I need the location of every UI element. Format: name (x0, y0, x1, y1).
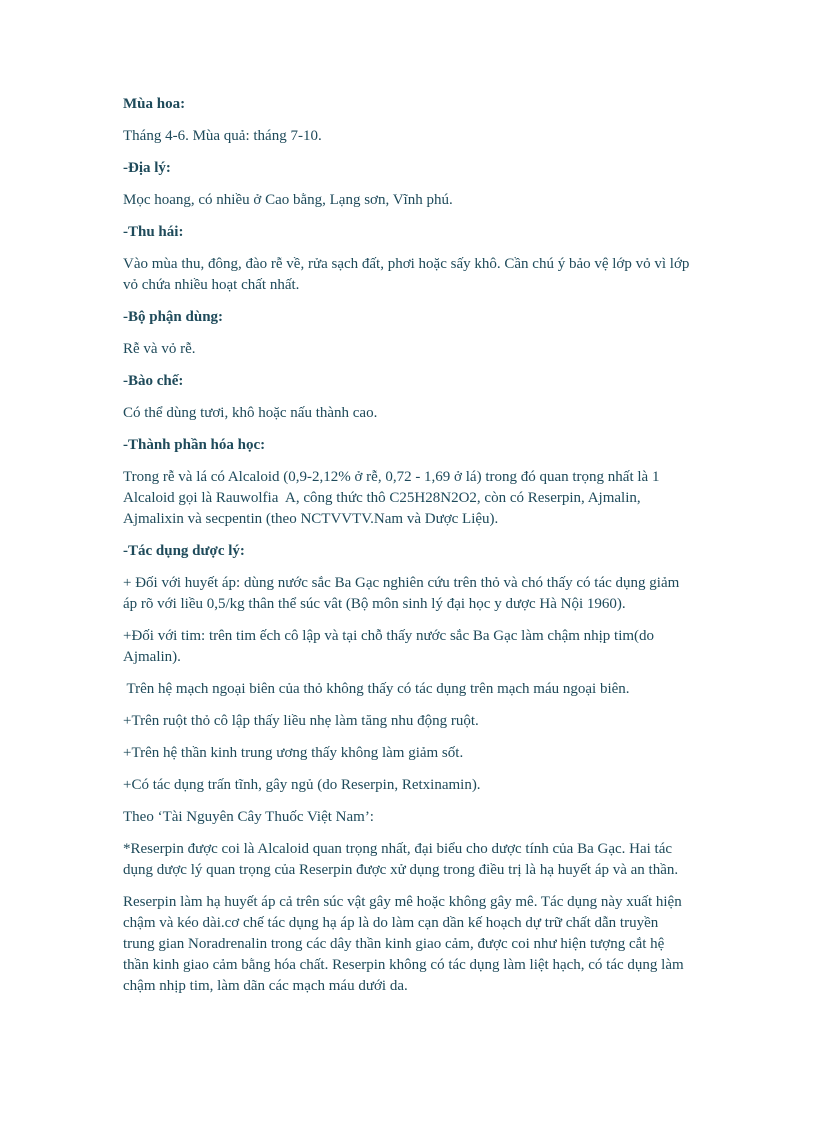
section-heading: Mùa hoa: (123, 96, 186, 112)
section-heading: -Bộ phận dùng: (123, 309, 224, 325)
paragraph-line: Ajmalin). (123, 649, 181, 665)
paragraph-line: Vào mùa thu, đông, đào rễ về, rửa sạch đất, phơi hoặc sấy khô. Cần chú ý bảo vệ lớp vỏ vì lớp (123, 256, 690, 272)
paragraph-line: trung gian Noradrenalin trong các dây thần kinh giao cảm, được coi như hiện tượng cắt hệ (123, 936, 665, 952)
paragraph (123, 892, 698, 997)
paragraph (123, 775, 698, 796)
paragraph-line: vỏ chứa nhiều hoạt chất nhất. (123, 277, 300, 293)
paragraph (123, 573, 698, 615)
paragraph-line: Trên hệ mạch ngoại biên của thỏ không thấy có tác dụng trên mạch máu ngoại biên. (123, 681, 630, 697)
paragraph (123, 807, 698, 828)
paragraph (123, 254, 698, 296)
paragraph (123, 190, 698, 211)
paragraph (123, 626, 698, 668)
paragraph-line: Reserpin làm hạ huyết áp cả trên súc vật gây mê hoặc không gây mê. Tác dụng này xuất hiện (123, 894, 682, 910)
paragraph-line: *Reserpin được coi là Alcaloid quan trọng nhất, đại biểu cho dược tính của Ba Gạc. Hai tác (123, 841, 673, 857)
paragraph (123, 467, 698, 530)
section-heading: -Bào chế: (123, 373, 184, 389)
paragraph-line: Alcaloid gọi là Rauwolfia A, công thức thô C25H28N2O2, còn có Reserpin, Ajmalin, (123, 490, 641, 506)
section-heading: -Tác dụng dược lý: (123, 543, 245, 559)
paragraph-line: áp rõ với liều 0,5/kg thân thể súc vât (Bộ môn sinh lý đại học y dược Hà Nội 1960). (123, 596, 626, 612)
paragraph (123, 743, 698, 764)
paragraph (123, 403, 698, 424)
paragraph-line: Tháng 4-6. Mùa quả: tháng 7-10. (123, 128, 322, 144)
paragraph (123, 126, 698, 147)
paragraph-line: +Trên hệ thần kinh trung ương thấy không làm giảm sốt. (123, 745, 464, 761)
paragraph (123, 839, 698, 881)
paragraph-line: +Có tác dụng trấn tĩnh, gây ngủ (do Reserpin, Retxinamin). (123, 777, 481, 793)
paragraph-line: Trong rễ và lá có Alcaloid (0,9-2,12% ở rễ, 0,72 - 1,69 ở lá) trong đó quan trọng nhất là 1 (123, 469, 660, 485)
paragraph-line: chậm và kéo dài.cơ chế tác dụng hạ áp là do làm cạn dần kế hoạch dự trữ chất dẫn truyền (123, 915, 659, 931)
paragraph-line: Theo ‘Tài Nguyên Cây Thuốc Việt Nam’: (123, 809, 374, 825)
paragraph-line: Ajmalixin và secpentin (theo NCTVVTV.Nam và Dược Liệu). (123, 511, 499, 527)
paragraph-line: thần kinh giao cảm bằng hóa chất. Reserpin không có tác dụng làm liệt hạch, có tác dụng làm (123, 957, 684, 973)
paragraph (123, 339, 698, 360)
paragraph-line: + Đối với huyết áp: dùng nước sắc Ba Gạc nghiên cứu trên thỏ và chó thấy có tác dụng giảm (123, 575, 680, 591)
paragraph-line: Có thể dùng tươi, khô hoặc nấu thành cao. (123, 405, 378, 421)
paragraph-line: Mọc hoang, có nhiều ở Cao bằng, Lạng sơn, Vĩnh phú. (123, 192, 453, 208)
section-heading: -Thành phần hóa học: (123, 437, 266, 453)
section-heading: -Địa lý: (123, 160, 171, 176)
paragraph-line: chậm nhịp tim, làm dãn các mạch máu dưới da. (123, 978, 408, 994)
paragraph-line: +Đối với tim: trên tim ếch cô lập và tại chỗ thấy nước sắc Ba Gạc làm chậm nhịp tim(do (123, 628, 655, 644)
paragraph (123, 711, 698, 732)
paragraph-line: +Trên ruột thỏ cô lập thấy liều nhẹ làm tăng nhu động ruột. (123, 713, 479, 729)
document-body (123, 94, 698, 1008)
paragraph (123, 679, 698, 700)
paragraph-line: dụng dược lý quan trọng của Reserpin được xử dụng trong điều trị là hạ huyết áp và an thần. (123, 862, 679, 878)
paragraph-line: Rễ và vỏ rễ. (123, 341, 196, 357)
section-heading: -Thu hái: (123, 224, 184, 240)
